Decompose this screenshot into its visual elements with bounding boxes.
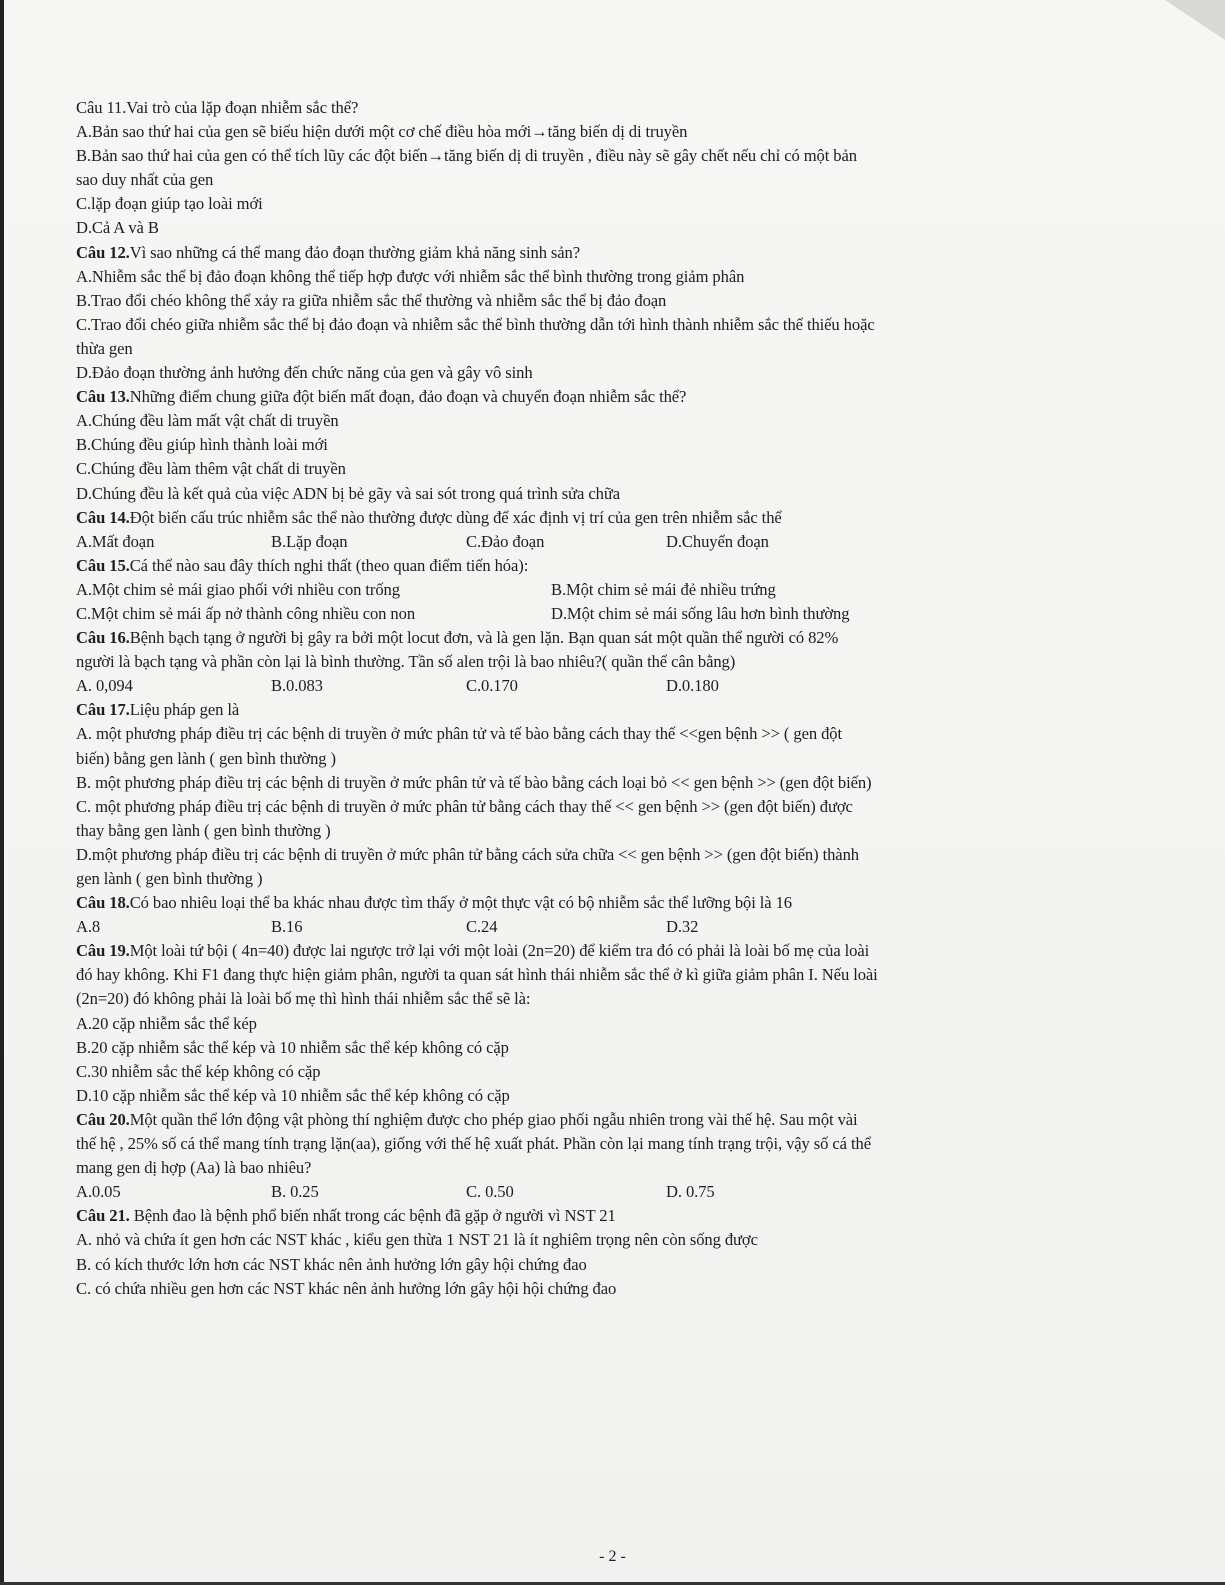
- answer-option: C.Đảo đoạn: [466, 531, 545, 551]
- question-line: [76, 241, 1116, 265]
- question-text: Câu 13.Những điểm chung giữa đột biến mất đoạn, đảo đoạn và chuyển đoạn nhiễm sắc thể?: [76, 387, 687, 407]
- question-text: Câu 14.Đột biến cấu trúc nhiễm sắc thể nào thường được dùng để xác định vị trí của gen trên nhiễm sắc thể: [76, 507, 782, 527]
- text-line: mang gen dị hợp (Aa) là bao nhiêu?: [76, 1158, 312, 1178]
- text-line: C.30 nhiễm sắc thể kép không có cặp: [76, 1061, 321, 1081]
- page-number: - 2 -: [599, 1548, 626, 1565]
- text-line: D.10 cặp nhiễm sắc thể kép và 10 nhiễm sắc thể kép không có cặp: [76, 1085, 510, 1105]
- text-line: A.Bản sao thứ hai của gen sẽ biểu hiện dưới một cơ chế điều hòa mới→tăng biến dị di truyền: [76, 122, 688, 142]
- answer-option: A.8: [76, 917, 101, 937]
- question-line: [76, 1204, 1116, 1228]
- question-line: [76, 1108, 1116, 1132]
- text-line: B.Chúng đều giúp hình thành loài mới: [76, 435, 328, 455]
- question-line: [76, 626, 1116, 650]
- text-line: Câu 11.Vai trò của lặp đoạn nhiễm sắc thể?: [76, 98, 359, 117]
- answer-option: D.32: [666, 917, 699, 937]
- text-line: D.Chúng đều là kết quả của việc ADN bị bẻ gãy và sai sót trong quá trình sửa chữa: [76, 483, 620, 503]
- question-line: [76, 891, 1116, 915]
- text-line: người là bạch tạng và phần còn lại là bình thường. Tần số alen trội là bao nhiêu?( quần thể cân bằng): [76, 652, 736, 672]
- text-line: biến) bằng gen lành ( gen bình thường ): [76, 748, 336, 768]
- question-text: Câu 21. Bệnh đao là bệnh phổ biến nhất trong các bệnh đã gặp ở người vì NST 21: [76, 1206, 616, 1226]
- question-text: Câu 20.Một quần thể lớn động vật phòng thí nghiệm được cho phép giao phối ngẫu nhiên trong vài thế hệ. Sau một vài: [76, 1109, 858, 1129]
- text-line: B.Trao đổi chéo không thể xảy ra giữa nhiễm sắc thể thường và nhiễm sắc thể bị đảo đoạn: [76, 290, 667, 310]
- text-line: đó hay không. Khi F1 đang thực hiện giảm phân, người ta quan sát hình thái nhiễm sắc thể ở kì giữa giảm phân I. Nếu loài: [76, 965, 878, 985]
- text-line: B.20 cặp nhiễm sắc thể kép và 10 nhiễm sắc thể kép không có cặp: [76, 1037, 509, 1057]
- answer-option: B.Một chim sẻ mái đẻ nhiều trứng: [551, 579, 776, 599]
- question-text: Câu 18.Có bao nhiêu loại thể ba khác nhau được tìm thấy ở một thực vật có bộ nhiễm sắc thể lưỡng bội là 16: [76, 893, 792, 913]
- exam-content: [76, 96, 1116, 1301]
- text-line: B. có kích thước lớn hơn các NST khác nên ảnh hưởng lớn gây hội chứng đao: [76, 1254, 587, 1274]
- question-line: [76, 939, 1116, 963]
- text-line: D.Cả A và B: [76, 218, 159, 238]
- answer-option: A. 0,094: [76, 676, 133, 696]
- text-line: thế hệ , 25% số cá thể mang tính trạng lặn(aa), giống với thế hệ xuất phát. Phần còn lại mang tính trạng trội, vậy số cá thể: [76, 1134, 871, 1154]
- question-line: [76, 698, 1116, 722]
- scan-edge-left: [0, 0, 4, 1585]
- text-line: sao duy nhất của gen: [76, 170, 214, 190]
- answer-options-row: [76, 1180, 1116, 1204]
- text-line: D.một phương pháp điều trị các bệnh di truyền ở mức phân tử bằng cách sửa chữa << gen bệnh >> (gen đột biến) thành: [76, 844, 859, 864]
- answer-option: B.Lặp đoạn: [271, 531, 348, 551]
- text-line: C. có chứa nhiều gen hơn các NST khác nên ảnh hưởng lớn gây hội hội chứng đao: [76, 1278, 617, 1298]
- text-line: A. nhỏ và chứa ít gen hơn các NST khác , kiểu gen thừa 1 NST 21 là ít nghiêm trọng nên còn sống được: [76, 1230, 758, 1250]
- answer-options-row: [76, 530, 1116, 554]
- text-line: A.Chúng đều làm mất vật chất di truyền: [76, 411, 339, 431]
- answer-option: C.Một chim sẻ mái ấp nở thành công nhiều con non: [76, 603, 416, 623]
- answer-option: B.0.083: [271, 676, 323, 696]
- text-line: C.Chúng đều làm thêm vật chất di truyền: [76, 459, 346, 479]
- answer-option: C.24: [466, 917, 498, 937]
- text-line: C. một phương pháp điều trị các bệnh di truyền ở mức phân tử bằng cách thay thế << gen bệnh >> (gen đột biến) được: [76, 796, 853, 816]
- answer-option: D.Một chim sẻ mái sống lâu hơn bình thường: [551, 603, 850, 623]
- text-line: C.lặp đoạn giúp tạo loài mới: [76, 194, 263, 214]
- answer-option: A.0.05: [76, 1182, 121, 1202]
- question-text: Câu 19.Một loài tứ bội ( 4n=40) được lai ngược trở lại với một loài (2n=20) để kiểm tra đó có phải là loài bố mẹ của loài: [76, 941, 870, 961]
- answer-option: B. 0.25: [271, 1182, 319, 1202]
- text-line: (2n=20) đó không phải là loài bố mẹ thì hình thái nhiễm sắc thể sẽ là:: [76, 989, 531, 1009]
- answer-options-row: [76, 674, 1116, 698]
- answer-option: C.0.170: [466, 676, 518, 696]
- answer-option: A.Mất đoạn: [76, 531, 155, 551]
- text-line: A.Nhiễm sắc thể bị đảo đoạn không thể tiếp hợp được với nhiễm sắc thể bình thường trong giảm phân: [76, 266, 745, 286]
- answer-option: C. 0.50: [466, 1182, 514, 1202]
- text-line: A.20 cặp nhiễm sắc thể kép: [76, 1013, 257, 1033]
- answer-option: D.0.180: [666, 676, 719, 696]
- question-line: [76, 506, 1116, 530]
- text-line: D.Đảo đoạn thường ảnh hưởng đến chức năng của gen và gây vô sinh: [76, 363, 533, 383]
- question-text: Câu 15.Cá thể nào sau đây thích nghi thất (theo quan điểm tiến hóa):: [76, 555, 529, 575]
- text-line: B.Bản sao thứ hai của gen có thể tích lũy các đột biến→tăng biến dị di truyền , điều này sẽ gây chết nếu chỉ có một bản: [76, 146, 857, 166]
- answer-option: B.16: [271, 917, 303, 937]
- answer-option: D.Chuyển đoạn: [666, 531, 769, 551]
- answer-options-row: [76, 915, 1116, 939]
- answer-option: A.Một chim sẻ mái giao phối với nhiều con trống: [76, 579, 400, 599]
- page-corner-fold: [1165, 0, 1225, 40]
- text-line: thay bằng gen lành ( gen bình thường ): [76, 820, 331, 840]
- question-text: Câu 17.Liệu pháp gen là: [76, 700, 240, 720]
- text-line: B. một phương pháp điều trị các bệnh di truyền ở mức phân tử và tế bào bằng cách loại bỏ << gen bệnh >> (gen đột biến): [76, 772, 872, 792]
- question-line: [76, 385, 1116, 409]
- answer-options-row: [76, 578, 1116, 602]
- text-line: gen lành ( gen bình thường ): [76, 869, 263, 888]
- question-line: [76, 554, 1116, 578]
- text-line: thừa gen: [76, 338, 133, 358]
- question-text: Câu 16.Bệnh bạch tạng ở người bị gây ra bởi một locut đơn, và là gen lặn. Bạn quan sát một quần thể người có 82%: [76, 628, 839, 648]
- question-text: Câu 12.Vì sao những cá thể mang đảo đoạn thường giảm khả năng sinh sản?: [76, 242, 581, 262]
- answer-options-row: [76, 602, 1116, 626]
- text-line: C.Trao đổi chéo giữa nhiễm sắc thể bị đảo đoạn và nhiễm sắc thể bình thường dẫn tới hình thành nhiễm sắc thể thiếu hoặc: [76, 314, 875, 334]
- text-line: A. một phương pháp điều trị các bệnh di truyền ở mức phân tử và tế bào bằng cách thay thế <<gen bệnh >> ( gen đột: [76, 724, 843, 744]
- answer-option: D. 0.75: [666, 1182, 715, 1202]
